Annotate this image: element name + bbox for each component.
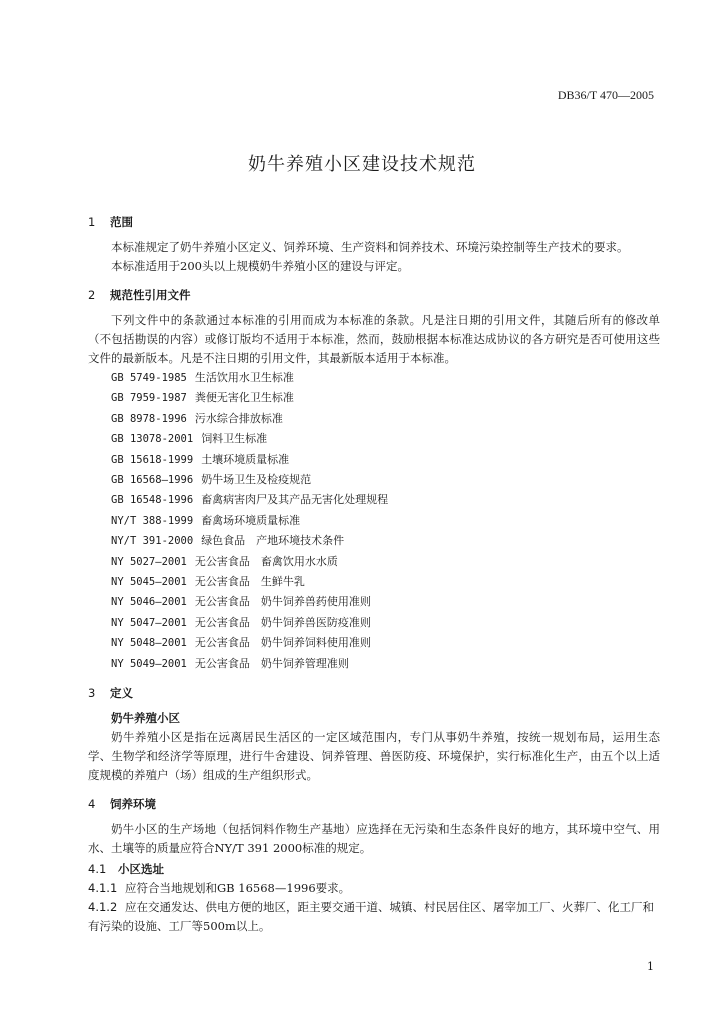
reference-name: 奶牛场卫生及检疫规范 bbox=[201, 473, 312, 487]
reference-item bbox=[111, 613, 660, 633]
reference-name: 畜禽病害肉尸及其产品无害化处理规程 bbox=[201, 493, 389, 507]
reference-name: 绿色食品 产地环境技术条件 bbox=[201, 534, 345, 548]
section-title: 规范性引用文件 bbox=[110, 288, 191, 302]
reference-code: NY 5047—2001 bbox=[111, 616, 187, 629]
reference-name: 污水综合排放标准 bbox=[194, 411, 283, 425]
reference-item bbox=[111, 409, 660, 429]
paragraph: 奶牛养殖小区是指在远离居民生活区的一定区域范围内，专门从事奶牛养殖，按统一规划布局，运用生态学、生物学和经济学等原理，进行牛舍建设、饲养管理、兽医防疫、环境保护，实行标准化生产，由五个以上适度规模的养殖户（场）组成的生产组织形式。 bbox=[88, 730, 660, 783]
reference-item bbox=[111, 654, 660, 674]
reference-name: 土壤环境质量标准 bbox=[201, 452, 290, 466]
document-title: 奶牛养殖小区建设技术规范 bbox=[248, 154, 476, 175]
reference-code: NY 5045—2001 bbox=[111, 576, 187, 589]
paragraph: 本标准适用于200头以上规模奶牛养殖小区的建设与评定。 bbox=[111, 259, 409, 273]
reference-code: GB 16548-1996 bbox=[111, 494, 194, 507]
reference-item bbox=[111, 531, 660, 551]
reference-code: NY/T 388-1999 bbox=[111, 514, 194, 527]
reference-item bbox=[111, 552, 660, 572]
term-heading: 奶牛养殖小区 bbox=[111, 711, 180, 726]
reference-name: 饲料卫生标准 bbox=[201, 432, 268, 446]
page-number: 1 bbox=[647, 960, 654, 973]
reference-code: NY 5027—2001 bbox=[111, 555, 187, 568]
reference-name: 无公害食品 畜禽饮用水水质 bbox=[194, 554, 338, 568]
reference-item bbox=[111, 470, 660, 490]
section-number: 1 bbox=[88, 215, 96, 229]
clause-text: 应在交通发达、供电方便的地区，距主要交通干道、城镇、村民居住区、屠宰加工厂、火葬厂、化工厂和有污染的设施、工厂等500m以上。 bbox=[88, 900, 654, 934]
reference-item bbox=[111, 490, 660, 510]
subsection-number: 4.1 bbox=[88, 862, 107, 877]
section-4-heading bbox=[88, 795, 660, 814]
reference-item bbox=[111, 633, 660, 653]
section-2-heading bbox=[88, 286, 660, 305]
reference-item bbox=[111, 388, 660, 408]
clause-number: 4.1.1 bbox=[88, 881, 118, 896]
section-number: 3 bbox=[88, 686, 96, 701]
reference-name: 生活饮用水卫生标准 bbox=[194, 371, 294, 384]
reference-name: 无公害食品 生鲜牛乳 bbox=[194, 575, 305, 589]
reference-item bbox=[111, 368, 660, 388]
reference-item bbox=[111, 450, 660, 470]
reference-code: NY 5049—2001 bbox=[111, 657, 187, 670]
reference-name: 无公害食品 奶牛饲养兽医防疫准则 bbox=[194, 615, 371, 629]
paragraph: 奶牛小区的生产场地（包括饲料作物生产基地）应选择在无污染和生态条件良好的地方，其环境中空气、用水、土壤等的质量应符合NY/T 391 2000标准的规定。 bbox=[88, 822, 660, 856]
section-title: 定义 bbox=[110, 686, 133, 701]
reference-name: 畜禽场环境质量标准 bbox=[201, 513, 301, 527]
section-3-heading bbox=[88, 684, 660, 703]
clause-number: 4.1.2 bbox=[88, 900, 118, 915]
reference-list bbox=[88, 368, 660, 674]
reference-item bbox=[111, 592, 660, 612]
reference-code: NY/T 391-2000 bbox=[111, 535, 194, 548]
subsection-title: 小区选址 bbox=[118, 862, 164, 877]
standard-code: DB36/T 470—2005 bbox=[557, 88, 654, 102]
reference-item bbox=[111, 572, 660, 592]
reference-name: 无公害食品 奶牛饲养管理准则 bbox=[194, 656, 349, 670]
reference-code: GB 15618-1999 bbox=[111, 453, 194, 466]
paragraph: 本标准规定了奶牛养殖小区定义、饲养环境、生产资料和饲养技术、环境污染控制等生产技术的要求。 bbox=[111, 240, 629, 254]
reference-name: 无公害食品 奶牛饲养兽药使用准则 bbox=[194, 595, 371, 609]
reference-code: GB 16568—1996 bbox=[111, 474, 194, 487]
reference-name: 粪便无害化卫生标准 bbox=[194, 391, 294, 405]
section-title: 范围 bbox=[110, 215, 133, 229]
section-title: 饲养环境 bbox=[110, 797, 156, 812]
subsection-heading bbox=[88, 860, 660, 879]
paragraph: 下列文件中的条款通过本标准的引用而成为本标准的条款。凡是注日期的引用文件，其随后所有的修改单（不包括勘误的内容）或修订版均不适用于本标准，然而，鼓励根据本标准达成协议的各方研究是否可使用这些文件的最新版本。凡是不注日期的引用文件，其最新版本适用于本标准。 bbox=[88, 313, 660, 365]
section-1-heading bbox=[88, 213, 660, 232]
section-number: 2 bbox=[88, 288, 96, 302]
reference-name: 无公害食品 奶牛饲养饲料使用准则 bbox=[194, 636, 371, 650]
clause-text: 应符合当地规划和GB 16568—1996要求。 bbox=[125, 881, 351, 896]
section-number: 4 bbox=[88, 797, 96, 812]
reference-item bbox=[111, 511, 660, 531]
reference-code: GB 7959-1987 bbox=[111, 392, 187, 405]
reference-code: GB 5749-1985 bbox=[111, 372, 187, 384]
reference-item bbox=[111, 429, 660, 449]
reference-code: GB 13078-2001 bbox=[111, 433, 194, 446]
reference-code: NY 5048—2001 bbox=[111, 637, 187, 650]
clause bbox=[88, 898, 660, 936]
document-body bbox=[88, 205, 660, 936]
reference-code: GB 8978-1996 bbox=[111, 412, 187, 425]
clause bbox=[88, 879, 660, 898]
reference-code: NY 5046—2001 bbox=[111, 596, 187, 609]
